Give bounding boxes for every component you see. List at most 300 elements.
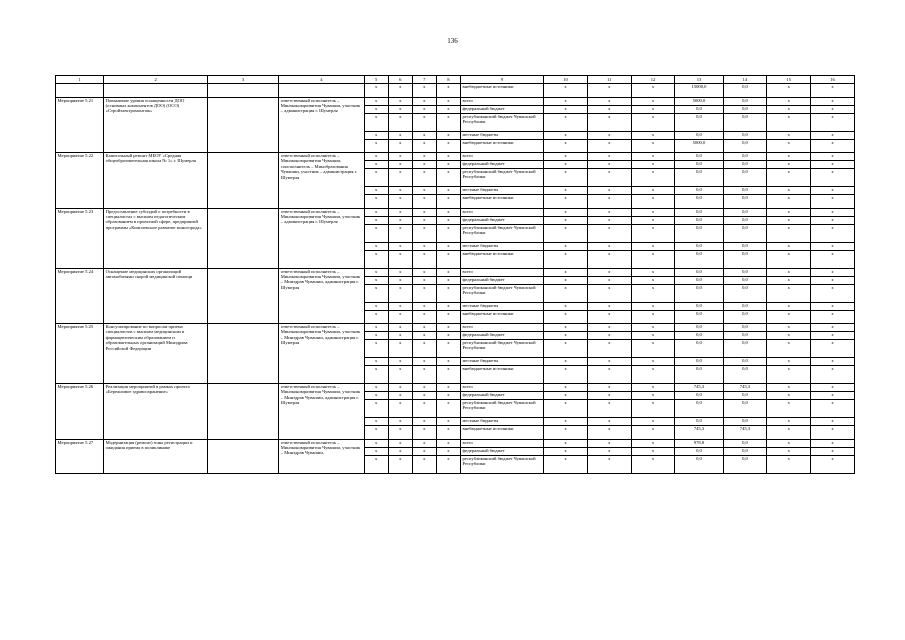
measure-code: Мероприятие 5.27 — [56, 439, 104, 473]
mark-cell: x — [412, 455, 436, 473]
measure-executor: ответственный исполнитель – Минэкономразвития Чувашии, участник – Минздрав Чувашии, администрация г. Шумерля — [279, 384, 364, 440]
mark-cell: x — [412, 139, 436, 153]
mark-cell: x — [412, 447, 436, 455]
measure-name: Повышение уровня оснащенности ДОО (основных компонентов ДОО) (ОСО) «Стройэлектромонтаж» — [104, 97, 208, 153]
value-cell: x — [544, 392, 588, 400]
value-cell: x — [811, 400, 855, 418]
value-cell: x — [767, 392, 811, 400]
mark-cell: x — [436, 447, 460, 455]
value-cell: x — [544, 105, 588, 113]
funding-source: республиканский бюджет Чувашской Республики — [460, 113, 543, 131]
column-header: 11 — [587, 76, 631, 84]
mark-cell: x — [364, 310, 388, 324]
mark-cell: x — [388, 208, 412, 216]
mark-cell: x — [436, 161, 460, 169]
value-cell: x — [544, 332, 588, 340]
value-cell: x — [767, 384, 811, 392]
value-cell: 0,0 — [723, 366, 767, 384]
table-row — [56, 268, 855, 276]
mark-cell: x — [364, 250, 388, 268]
mark-cell: x — [388, 216, 412, 224]
value-cell: 0,0 — [675, 310, 723, 324]
value-cell: x — [631, 276, 675, 284]
value-cell: x — [631, 224, 675, 242]
value-cell: x — [767, 97, 811, 105]
mark-cell: x — [364, 161, 388, 169]
value-cell: x — [811, 324, 855, 332]
funding-source: местные бюджеты — [460, 187, 543, 195]
value-cell: x — [811, 224, 855, 242]
value-cell: x — [544, 455, 588, 473]
value-cell: x — [811, 208, 855, 216]
value-cell: x — [544, 366, 588, 384]
mark-cell: x — [388, 131, 412, 139]
value-cell: x — [587, 324, 631, 332]
value-cell: x — [811, 161, 855, 169]
value-cell: x — [811, 366, 855, 384]
value-cell: 0,0 — [723, 455, 767, 473]
mark-cell: x — [436, 195, 460, 209]
table-row — [56, 84, 855, 98]
mark-cell: x — [364, 268, 388, 276]
mark-cell: x — [436, 250, 460, 268]
mark-cell: x — [436, 439, 460, 447]
mark-cell: x — [388, 455, 412, 473]
value-cell: x — [811, 169, 855, 187]
column-header: 16 — [811, 76, 855, 84]
column-header: 7 — [412, 76, 436, 84]
funding-source: республиканский бюджет Чувашской Республики — [460, 455, 543, 473]
mark-cell: x — [364, 216, 388, 224]
value-cell: 0,0 — [675, 224, 723, 242]
value-cell: 0,0 — [675, 418, 723, 426]
funding-source: федеральный бюджет — [460, 392, 543, 400]
value-cell: x — [767, 224, 811, 242]
mark-cell: x — [364, 113, 388, 131]
value-cell: 0,0 — [675, 105, 723, 113]
value-cell: 0,0 — [723, 161, 767, 169]
mark-cell: x — [436, 358, 460, 366]
value-cell: 0,0 — [723, 195, 767, 209]
value-cell: x — [811, 455, 855, 473]
value-cell: x — [544, 224, 588, 242]
mark-cell: x — [436, 455, 460, 473]
header-row — [56, 76, 855, 84]
funding-source: местные бюджеты — [460, 131, 543, 139]
column-header: 8 — [436, 76, 460, 84]
value-cell: x — [767, 169, 811, 187]
value-cell: x — [767, 242, 811, 250]
value-cell: 0,0 — [675, 284, 723, 302]
value-cell: 0,0 — [723, 284, 767, 302]
mark-cell: x — [412, 131, 436, 139]
funding-source: внебюджетные источники — [460, 310, 543, 324]
value-cell: 0,0 — [675, 250, 723, 268]
funding-source: всего — [460, 324, 543, 332]
value-cell: x — [811, 268, 855, 276]
value-cell: x — [767, 195, 811, 209]
value-cell: 0,0 — [675, 187, 723, 195]
value-cell: 0,0 — [675, 153, 723, 161]
value-cell: x — [587, 310, 631, 324]
value-cell: x — [811, 392, 855, 400]
mark-cell: x — [364, 276, 388, 284]
mark-cell: x — [412, 332, 436, 340]
value-cell: x — [587, 113, 631, 131]
value-cell: x — [544, 284, 588, 302]
value-cell: 0,0 — [723, 97, 767, 105]
measure-code: Мероприятие 5.26 — [56, 384, 104, 440]
value-cell: 0,0 — [675, 324, 723, 332]
value-cell: x — [767, 276, 811, 284]
value-cell: 0,0 — [723, 268, 767, 276]
mark-cell: x — [436, 84, 460, 98]
mark-cell: x — [364, 195, 388, 209]
mark-cell: x — [412, 384, 436, 392]
funding-source: всего — [460, 268, 543, 276]
mark-cell: x — [388, 418, 412, 426]
value-cell: x — [587, 195, 631, 209]
mark-cell: x — [436, 169, 460, 187]
value-cell: x — [587, 242, 631, 250]
column-header: 3 — [208, 76, 279, 84]
value-cell: x — [631, 153, 675, 161]
mark-cell: x — [436, 426, 460, 440]
value-cell: x — [587, 84, 631, 98]
value-cell: x — [631, 439, 675, 447]
value-cell: x — [811, 276, 855, 284]
value-cell: 0,0 — [723, 439, 767, 447]
value-cell: 0,0 — [723, 400, 767, 418]
value-cell: x — [544, 268, 588, 276]
value-cell: x — [631, 455, 675, 473]
value-cell: 0,0 — [723, 302, 767, 310]
value-cell: x — [587, 439, 631, 447]
value-cell: x — [631, 169, 675, 187]
mark-cell: x — [364, 324, 388, 332]
column-header: 5 — [364, 76, 388, 84]
page-number: 136 — [447, 37, 458, 45]
mark-cell: x — [364, 84, 388, 98]
mark-cell: x — [364, 208, 388, 216]
mark-cell: x — [436, 131, 460, 139]
value-cell: x — [544, 139, 588, 153]
value-cell: x — [767, 418, 811, 426]
mark-cell: x — [436, 384, 460, 392]
mark-cell: x — [436, 224, 460, 242]
value-cell: x — [631, 250, 675, 268]
value-cell: x — [811, 113, 855, 131]
value-cell: x — [811, 250, 855, 268]
value-cell: x — [811, 195, 855, 209]
mark-cell: x — [436, 113, 460, 131]
mark-cell: x — [436, 97, 460, 105]
mark-cell: x — [388, 392, 412, 400]
value-cell: 0,0 — [723, 250, 767, 268]
mark-cell: x — [412, 400, 436, 418]
value-cell: 0,0 — [723, 276, 767, 284]
value-cell: x — [767, 113, 811, 131]
value-cell: x — [544, 161, 588, 169]
value-cell: 0,0 — [723, 340, 767, 358]
measure-code: Мероприятие 5.21 — [56, 97, 104, 153]
mark-cell: x — [412, 97, 436, 105]
value-cell: x — [544, 418, 588, 426]
value-cell: 5000,0 — [675, 97, 723, 105]
funding-source: местные бюджеты — [460, 242, 543, 250]
value-cell: x — [587, 447, 631, 455]
value-cell: x — [767, 447, 811, 455]
value-cell: x — [811, 447, 855, 455]
mark-cell: x — [388, 340, 412, 358]
funding-source: федеральный бюджет — [460, 105, 543, 113]
value-cell: x — [544, 169, 588, 187]
value-cell: x — [767, 131, 811, 139]
mark-cell: x — [364, 358, 388, 366]
funding-source: всего — [460, 97, 543, 105]
funding-source: внебюджетные источники — [460, 250, 543, 268]
value-cell: x — [544, 400, 588, 418]
measure-name: Модернизация (ремонт) зоны регистрации и ожидания приема в поликлинике — [104, 439, 208, 473]
mark-cell: x — [364, 187, 388, 195]
value-cell: 0,0 — [675, 195, 723, 209]
measure-code: Мероприятие 5.25 — [56, 324, 104, 384]
measure-code: Мероприятие 5.22 — [56, 153, 104, 209]
value-cell: x — [767, 105, 811, 113]
mark-cell: x — [412, 268, 436, 276]
funding-source: внебюджетные источники — [460, 139, 543, 153]
funding-source: внебюджетные источники — [460, 426, 543, 440]
value-cell: x — [544, 195, 588, 209]
column-header: 15 — [767, 76, 811, 84]
table-row — [56, 208, 855, 216]
value-cell: x — [811, 340, 855, 358]
value-cell: x — [587, 131, 631, 139]
funding-source: федеральный бюджет — [460, 447, 543, 455]
table-row — [56, 97, 855, 105]
value-cell: x — [544, 216, 588, 224]
value-cell: x — [544, 250, 588, 268]
value-cell: x — [767, 216, 811, 224]
column-header: 10 — [544, 76, 588, 84]
mark-cell: x — [412, 324, 436, 332]
mark-cell: x — [436, 418, 460, 426]
value-cell: 0,0 — [675, 268, 723, 276]
mark-cell: x — [436, 284, 460, 302]
value-cell: x — [587, 332, 631, 340]
mark-cell: x — [412, 153, 436, 161]
value-cell: 0,0 — [723, 216, 767, 224]
value-cell: x — [587, 139, 631, 153]
value-cell: 745,3 — [675, 384, 723, 392]
mark-cell: x — [364, 400, 388, 418]
empty-cell — [279, 84, 364, 98]
value-cell: 745,3 — [723, 384, 767, 392]
value-cell: 0,0 — [675, 242, 723, 250]
mark-cell: x — [364, 153, 388, 161]
mark-cell: x — [388, 439, 412, 447]
measure-name: Оснащение медицинских организаций автомобилями скорой медицинской помощи — [104, 268, 208, 324]
value-cell: x — [544, 384, 588, 392]
funding-source: внебюджетные источники — [460, 195, 543, 209]
value-cell: x — [631, 131, 675, 139]
value-cell: x — [631, 216, 675, 224]
empty-cell — [208, 208, 279, 268]
mark-cell: x — [412, 276, 436, 284]
funding-source: всего — [460, 439, 543, 447]
mark-cell: x — [412, 169, 436, 187]
mark-cell: x — [412, 224, 436, 242]
value-cell: 0,0 — [675, 161, 723, 169]
value-cell: x — [811, 439, 855, 447]
mark-cell: x — [412, 439, 436, 447]
value-cell: x — [587, 224, 631, 242]
value-cell: x — [767, 310, 811, 324]
value-cell: x — [631, 208, 675, 216]
value-cell: x — [631, 161, 675, 169]
value-cell: x — [544, 439, 588, 447]
value-cell: x — [544, 447, 588, 455]
value-cell: x — [544, 324, 588, 332]
mark-cell: x — [388, 400, 412, 418]
column-header: 12 — [631, 76, 675, 84]
mark-cell: x — [388, 84, 412, 98]
value-cell: 0,0 — [675, 400, 723, 418]
value-cell: x — [767, 439, 811, 447]
measure-name: Предоставление субсидий о потребности в специалистах с высшим педагогическим образованием в проектной сфере, предприятий программы «Комплексное развитие моногорода» — [104, 208, 208, 268]
table-row — [56, 439, 855, 447]
value-cell: 15000,0 — [675, 84, 723, 98]
column-header: 9 — [460, 76, 543, 84]
value-cell: 0,0 — [675, 276, 723, 284]
funding-source: республиканский бюджет Чувашской Республики — [460, 340, 543, 358]
mark-cell: x — [436, 268, 460, 276]
value-cell: x — [544, 358, 588, 366]
column-header: 4 — [279, 76, 364, 84]
mark-cell: x — [412, 250, 436, 268]
mark-cell: x — [388, 276, 412, 284]
value-cell: x — [587, 400, 631, 418]
mark-cell: x — [436, 216, 460, 224]
measure-code: Мероприятие 5.24 — [56, 268, 104, 324]
table-row — [56, 153, 855, 161]
value-cell: x — [544, 242, 588, 250]
empty-cell — [208, 97, 279, 153]
value-cell: x — [631, 302, 675, 310]
mark-cell: x — [364, 242, 388, 250]
mark-cell: x — [388, 242, 412, 250]
value-cell: x — [587, 426, 631, 440]
measure-name: Консультирование по вопросам приема специалистов с высшим медицинским и фармацевтическим образованием и образовательных организаций Минздрава Российской Федерации — [104, 324, 208, 384]
value-cell: x — [631, 139, 675, 153]
mark-cell: x — [436, 105, 460, 113]
value-cell: 0,0 — [675, 113, 723, 131]
value-cell: 0,0 — [675, 208, 723, 216]
funding-source: республиканский бюджет Чувашской Республики — [460, 400, 543, 418]
value-cell: 0,0 — [723, 105, 767, 113]
mark-cell: x — [364, 105, 388, 113]
value-cell: 0,0 — [723, 332, 767, 340]
value-cell: x — [767, 84, 811, 98]
mark-cell: x — [388, 332, 412, 340]
mark-cell: x — [436, 153, 460, 161]
value-cell: x — [811, 216, 855, 224]
value-cell: x — [544, 187, 588, 195]
mark-cell: x — [388, 161, 412, 169]
mark-cell: x — [364, 366, 388, 384]
mark-cell: x — [364, 302, 388, 310]
mark-cell: x — [388, 447, 412, 455]
value-cell: x — [544, 340, 588, 358]
mark-cell: x — [436, 139, 460, 153]
measure-code: Мероприятие 5.23 — [56, 208, 104, 268]
mark-cell: x — [412, 161, 436, 169]
value-cell: x — [811, 384, 855, 392]
funding-source: местные бюджеты — [460, 302, 543, 310]
value-cell: 0,0 — [723, 84, 767, 98]
value-cell: x — [631, 400, 675, 418]
value-cell: x — [767, 332, 811, 340]
mark-cell: x — [412, 105, 436, 113]
measure-executor: ответственный исполнитель – Минэкономразвития Чувашии, соисполнитель – Минобразования Чувашии, участник – администрация г. Шумерля — [279, 153, 364, 209]
mark-cell: x — [364, 418, 388, 426]
mark-cell: x — [412, 426, 436, 440]
value-cell: x — [587, 366, 631, 384]
mark-cell: x — [436, 187, 460, 195]
funding-source: всего — [460, 153, 543, 161]
program-table — [55, 75, 855, 474]
value-cell: x — [811, 332, 855, 340]
value-cell: 0,0 — [723, 310, 767, 324]
value-cell: x — [544, 131, 588, 139]
value-cell: 0,0 — [675, 447, 723, 455]
mark-cell: x — [364, 439, 388, 447]
value-cell: x — [544, 97, 588, 105]
value-cell: x — [767, 139, 811, 153]
value-cell: x — [631, 310, 675, 324]
value-cell: 0,0 — [723, 242, 767, 250]
mark-cell: x — [388, 97, 412, 105]
column-header: 1 — [56, 76, 104, 84]
value-cell: x — [587, 268, 631, 276]
value-cell: 0,0 — [675, 169, 723, 187]
value-cell: x — [767, 284, 811, 302]
value-cell: x — [767, 250, 811, 268]
mark-cell: x — [436, 332, 460, 340]
value-cell: x — [587, 302, 631, 310]
value-cell: x — [631, 113, 675, 131]
mark-cell: x — [436, 400, 460, 418]
mark-cell: x — [412, 310, 436, 324]
value-cell: x — [631, 84, 675, 98]
value-cell: x — [811, 310, 855, 324]
mark-cell: x — [388, 139, 412, 153]
mark-cell: x — [388, 187, 412, 195]
value-cell: 0,0 — [723, 169, 767, 187]
value-cell: x — [631, 426, 675, 440]
value-cell: x — [811, 139, 855, 153]
funding-source: федеральный бюджет — [460, 161, 543, 169]
mark-cell: x — [388, 324, 412, 332]
mark-cell: x — [364, 426, 388, 440]
value-cell: x — [811, 418, 855, 426]
value-cell: 0,0 — [723, 153, 767, 161]
measure-name: Капитальный ремонт МБОУ «Средняя общеобразовательная школа № 1» г. Шумерля — [104, 153, 208, 209]
mark-cell: x — [388, 113, 412, 131]
value-cell: x — [631, 418, 675, 426]
value-cell: x — [631, 340, 675, 358]
measure-executor: ответственный исполнитель – Минэкономразвития Чувашии, участник – Минздрав Чувашии, администрация г. Шумерля — [279, 324, 364, 384]
